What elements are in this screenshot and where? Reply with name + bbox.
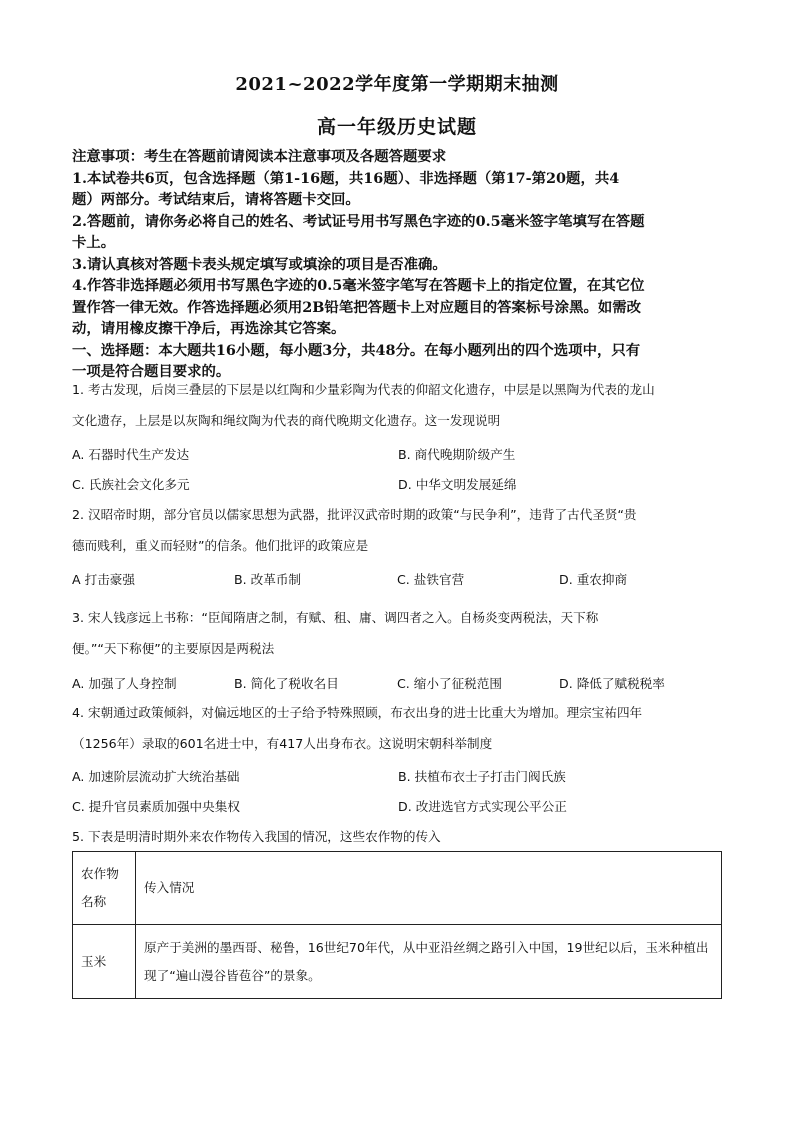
table-row xyxy=(73,925,722,999)
instruction-line: 置作答一律无效。作答选择题必须用2B铅笔把答题卡上对应题目的答案标号涂黑。如需改 xyxy=(72,298,642,316)
question-4 xyxy=(72,697,724,759)
exam-title: 2021~2022学年度第一学期期末抽测 xyxy=(235,74,559,95)
option-c: C. 盐铁官营 xyxy=(397,572,465,587)
option-c: C. 提升官员素质加强中央集权 xyxy=(72,799,240,814)
option-b: B. 扶植布衣士子打击门阀氏族 xyxy=(398,769,566,784)
question-text: 2. 汉昭帝时期，部分官员以儒家思想为武器，批评汉武帝时期的政策“与民争利”，违背了古代圣贤“贵 xyxy=(72,507,637,522)
instructions xyxy=(72,146,724,383)
instruction-line: 题）两部分。考试结束后，请将答题卡交回。 xyxy=(72,191,360,208)
instruction-line: 动，请用橡皮擦干净后，再选涂其它答案。 xyxy=(72,320,346,337)
section-heading-line: 一项是符合题目要求的。 xyxy=(72,363,231,380)
option-b: B. 商代晚期阶级产生 xyxy=(398,447,516,462)
question-5 xyxy=(72,821,724,852)
option-a: A. 石器时代生产发达 xyxy=(72,447,190,462)
option-a: A 打击豪强 xyxy=(72,572,135,587)
crops-table xyxy=(72,851,722,999)
question-text: （1256年）录取的601名进士中，有417人出身布衣。这说明宋朝科举制度 xyxy=(72,736,493,751)
option-c: C. 氏族社会文化多元 xyxy=(72,477,190,492)
exam-subtitle: 高一年级历史试题 xyxy=(316,116,477,138)
question-2 xyxy=(72,499,724,561)
table-cell: 玉米 xyxy=(73,925,136,999)
instruction-line: 卡上。 xyxy=(72,234,116,251)
question-text: 4. 宋朝通过政策倾斜，对偏远地区的士子给予特殊照顾，布衣出身的进士比重大为增加。理宗宝祐四年 xyxy=(72,705,643,720)
option-d: D. 重农抑商 xyxy=(559,572,628,587)
question-1 xyxy=(72,374,724,436)
table-header-cell: 传入情况 xyxy=(136,852,722,925)
question-text: 德而贱利，重义而轻财”的信条。他们批评的政策应是 xyxy=(72,538,369,553)
instruction-line: 1.本试卷共6页，包含选择题（第1-16题，共16题）、非选择题（第17-第20题，共4 xyxy=(72,169,620,187)
option-d: D. 降低了赋税税率 xyxy=(559,676,665,691)
question-text: 5. 下表是明清时期外来农作物传入我国的情况，这些农作物的传入 xyxy=(72,829,441,844)
question-text: 文化遗存，上层是以灰陶和绳纹陶为代表的商代晚期文化遗存。这一发现说明 xyxy=(72,413,501,428)
question-3 xyxy=(72,602,724,664)
table-cell: 原产于美洲的墨西哥、秘鲁，16世纪70年代，从中亚沿丝绸之路引入中国，19世纪以后，玉米种植出现了“遍山漫谷皆苞谷”的景象。 xyxy=(136,925,722,999)
table-header-cell: 农作物名称 xyxy=(73,852,136,925)
instruction-line: 4.作答非选择题必须用书写黑色字迹的0.5毫米签字笔写在答题卡上的指定位置，在其它位 xyxy=(72,277,645,294)
option-c: C. 缩小了征税范围 xyxy=(397,676,502,691)
option-d: D. 中华文明发展延绵 xyxy=(398,477,517,492)
question-text: 1. 考古发现，后岗三叠层的下层是以红陶和少量彩陶为代表的仰韶文化遗存，中层是以黑陶为代表的龙山 xyxy=(72,382,655,397)
option-b: B. 简化了税收名目 xyxy=(234,676,339,691)
option-d: D. 改进选官方式实现公平公正 xyxy=(398,799,567,814)
instruction-line: 注意事项：考生在答题前请阅读本注意事项及各题答题要求 xyxy=(72,148,447,165)
option-b: B. 改革币制 xyxy=(234,572,302,587)
option-a: A. 加速阶层流动扩大统治基础 xyxy=(72,769,240,784)
section-heading-line: 一、选择题：本大题共16小题，每小题3分，共48分。在每小题列出的四个选项中，只有 xyxy=(72,341,641,359)
table-header-row xyxy=(73,852,722,925)
question-text: 便。”“天下称便”的主要原因是两税法 xyxy=(72,641,275,656)
instruction-line: 2.答题前，请你务必将自己的姓名、考试证号用书写黑色字迹的0.5毫米签字笔填写在答题 xyxy=(72,212,645,230)
option-a: A. 加强了人身控制 xyxy=(72,676,177,691)
question-text: 3. 宋人钱彦远上书称：“臣闻隋唐之制，有赋、租、庸、调四者之入。自杨炎变两税法，天下称 xyxy=(72,610,599,625)
instruction-line: 3.请认真核对答题卡表头规定填写或填涂的项目是否准确。 xyxy=(72,255,447,273)
